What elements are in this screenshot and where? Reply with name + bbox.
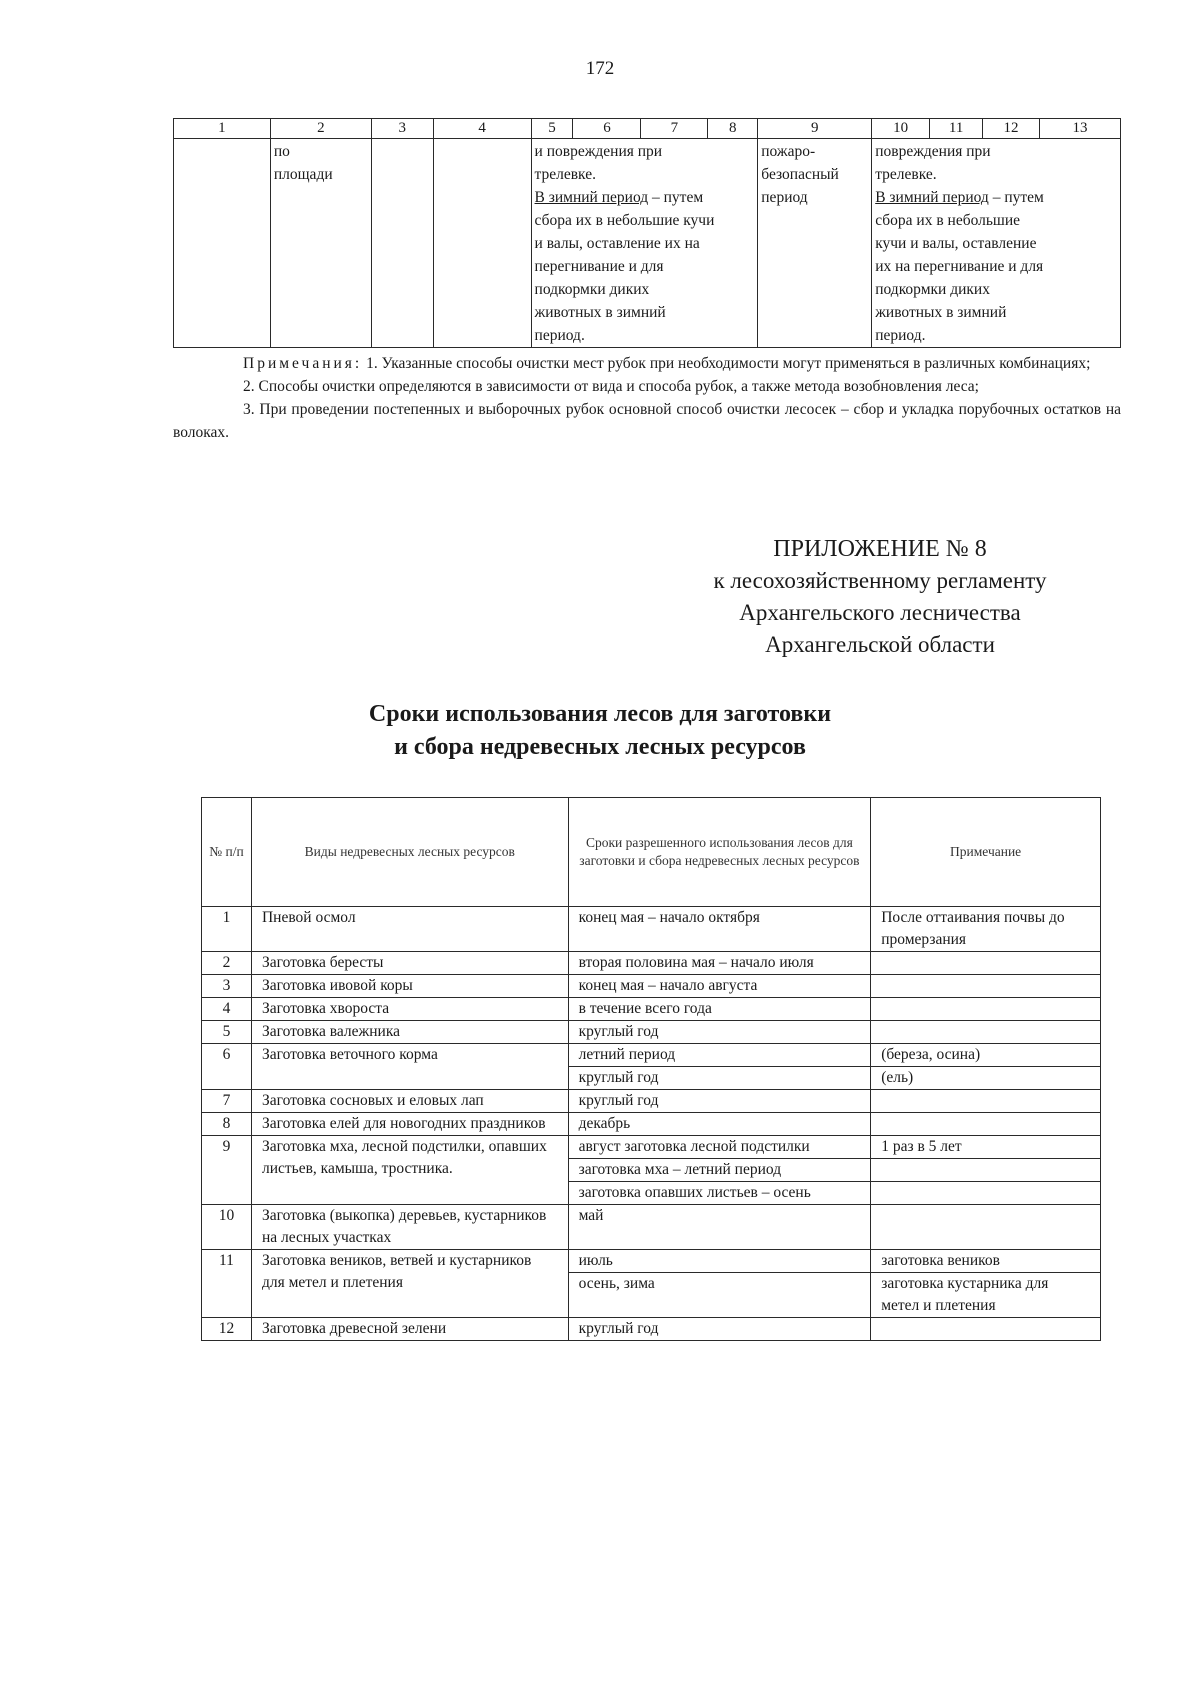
document-title [0,698,1200,764]
cell-line: подкормки диких [534,281,650,298]
continuation-body-row [174,139,1121,348]
cell-line: трелевке. [534,166,596,183]
row-type: Заготовка веточного корма [251,1044,568,1090]
row-type: Заготовка мха, лесной подстилки, опавших листьев, камыша, тростника. [251,1136,568,1205]
winter-period-label: В зимний период [534,189,649,206]
row-note [871,1021,1101,1044]
cell-line: повреждения при [875,143,991,160]
row-note [871,1090,1101,1113]
col-header: 6 [573,119,641,139]
row-num: 2 [202,952,252,975]
table-row [202,1205,1101,1250]
col-header: 11 [930,119,983,139]
row-num: 8 [202,1113,252,1136]
col-header: 9 [758,119,872,139]
header-period: Сроки разрешенного использования лесов для заготовки и сбора недревесных лесных ресурсов [568,798,871,907]
cell-line: сбора их в небольшие [875,212,1021,229]
table-row [202,1250,1101,1273]
row-num: 10 [202,1205,252,1250]
col-header: 1 [174,119,271,139]
notes-block [173,352,1121,444]
cell-line: период [761,189,808,206]
row-period: в течение всего года [568,998,871,1021]
row-num: 11 [202,1250,252,1318]
cell-line: безопасный [761,166,839,183]
cell-empty [371,139,433,348]
table-row [202,1044,1101,1067]
row-note [871,1318,1101,1341]
cell-line: кучи и валы, оставление [875,235,1037,252]
table-row [202,975,1101,998]
row-period: круглый год [568,1318,871,1341]
table-row [202,1136,1101,1159]
row-note [871,1159,1101,1182]
row-note [871,975,1101,998]
col-header: 12 [983,119,1040,139]
row-note: После оттаивания почвы до промерзания [871,907,1101,952]
cell-line: период. [534,327,585,344]
row-type: Заготовка хвороста [251,998,568,1021]
cell-line: подкормки диких [875,281,990,298]
title-line: Сроки использования лесов для заготовки [368,701,832,727]
cell-line: В зимний период – путем [875,189,1044,206]
header-note: Примечание [871,798,1101,907]
row-period: июль [568,1250,871,1273]
table-row [202,1318,1101,1341]
cell-empty [174,139,271,348]
row-period: заготовка мха – летний период [568,1159,871,1182]
table-row [202,952,1101,975]
row-period: круглый год [568,1021,871,1044]
row-note: заготовка веников [871,1250,1101,1273]
row-note: 1 раз в 5 лет [871,1136,1101,1159]
row-period: круглый год [568,1090,871,1113]
row-note [871,998,1101,1021]
row-period: декабрь [568,1113,871,1136]
cell-line: площади [273,166,333,183]
row-num: 7 [202,1090,252,1113]
row-type: Пневой осмол [251,907,568,952]
cell-line: период. [875,327,926,344]
note-2: 2. Способы очистки определяются в зависимости от вида и способа рубок, а также метода возобновления леса; [243,378,979,395]
row-period: летний период [568,1044,871,1067]
appendix-line: Архангельского лесничества [739,600,1021,625]
cell-cleaning-method [531,139,758,348]
col-header: 2 [270,119,371,139]
col-header: 10 [872,119,930,139]
cell-line: сбора их в небольшие кучи [534,212,715,229]
row-note: (береза, осина) [871,1044,1101,1067]
col-header: 13 [1040,119,1121,139]
page-number: 172 [585,58,615,79]
row-period: заготовка опавших листьев – осень [568,1182,871,1205]
row-type: Заготовка (выкопка) деревьев, кустарников на лесных участках [251,1205,568,1250]
row-type: Заготовка веников, ветвей и кустарников для метел и плетения [251,1250,568,1318]
note-1: Примечания: 1. Указанные способы очистки мест рубок при необходимости могут применяться в различных комбинациях; [243,355,1091,372]
row-num: 1 [202,907,252,952]
row-num: 5 [202,1021,252,1044]
row-note [871,1182,1101,1205]
continuation-header-row [174,119,1121,139]
title-line: и сбора недревесных лесных ресурсов [394,734,806,760]
header-num: № п/п [202,798,252,907]
notes-label: Примечания: [243,355,363,372]
cell-line: животных в зимний [875,304,1007,321]
row-type: Заготовка елей для новогодних праздников [251,1113,568,1136]
row-period: конец мая – начало августа [568,975,871,998]
row-type: Заготовка бересты [251,952,568,975]
row-period: вторая половина мая – начало июля [568,952,871,975]
row-num: 6 [202,1044,252,1090]
note-3: 3. При проведении постепенных и выборочных рубок основной способ очистки лесосек – сбор и укладка порубочных остатков на волоках. [173,401,1121,441]
row-type: Заготовка валежника [251,1021,568,1044]
cell-line: по [273,143,290,160]
row-note [871,1205,1101,1250]
row-type: Заготовка ивовой коры [251,975,568,998]
table-row [202,1090,1101,1113]
row-note [871,1113,1101,1136]
row-type: Заготовка древесной зелени [251,1318,568,1341]
appendix-number: ПРИЛОЖЕНИЕ № 8 [773,536,987,562]
cell-fire-period [758,139,872,348]
row-period: август заготовка лесной подстилки [568,1136,871,1159]
table-row [202,1021,1101,1044]
winter-period-label: В зимний период [875,189,989,206]
appendix-line: к лесохозяйственному регламенту [713,568,1047,593]
cell-line: и валы, оставление их на [534,235,700,252]
cell-line: перегнивание и для [534,258,664,275]
row-num: 9 [202,1136,252,1205]
cell-area [270,139,371,348]
table-header-row [202,798,1101,907]
continuation-table [173,118,1121,348]
row-note [871,952,1101,975]
cell-line: трелевке. [875,166,937,183]
row-num: 4 [202,998,252,1021]
resources-table [201,797,1101,1341]
table-row [202,907,1101,952]
table-row [202,998,1101,1021]
row-note: заготовка кустарника для метел и плетения [871,1273,1101,1318]
row-period: круглый год [568,1067,871,1090]
col-header: 7 [641,119,708,139]
row-num: 3 [202,975,252,998]
col-header: 8 [708,119,758,139]
cell-cleaning-method-2 [872,139,1121,348]
cell-line: В зимний период – путем [534,189,704,206]
cell-empty [433,139,531,348]
row-num: 12 [202,1318,252,1341]
col-header: 5 [531,119,573,139]
appendix-line: Архангельской области [765,632,995,657]
cell-line: их на перегнивание и для [875,258,1044,275]
appendix-heading [640,533,1120,661]
col-header: 3 [371,119,433,139]
row-period: осень, зима [568,1273,871,1318]
row-period: май [568,1205,871,1250]
row-note: (ель) [871,1067,1101,1090]
cell-line: пожаро- [761,143,816,160]
cell-line: и повреждения при [534,143,663,160]
row-period: конец мая – начало октября [568,907,871,952]
header-type: Виды недревесных лесных ресурсов [251,798,568,907]
row-type: Заготовка сосновых и еловых лап [251,1090,568,1113]
col-header: 4 [433,119,531,139]
cell-line: животных в зимний [534,304,666,321]
table-row [202,1113,1101,1136]
